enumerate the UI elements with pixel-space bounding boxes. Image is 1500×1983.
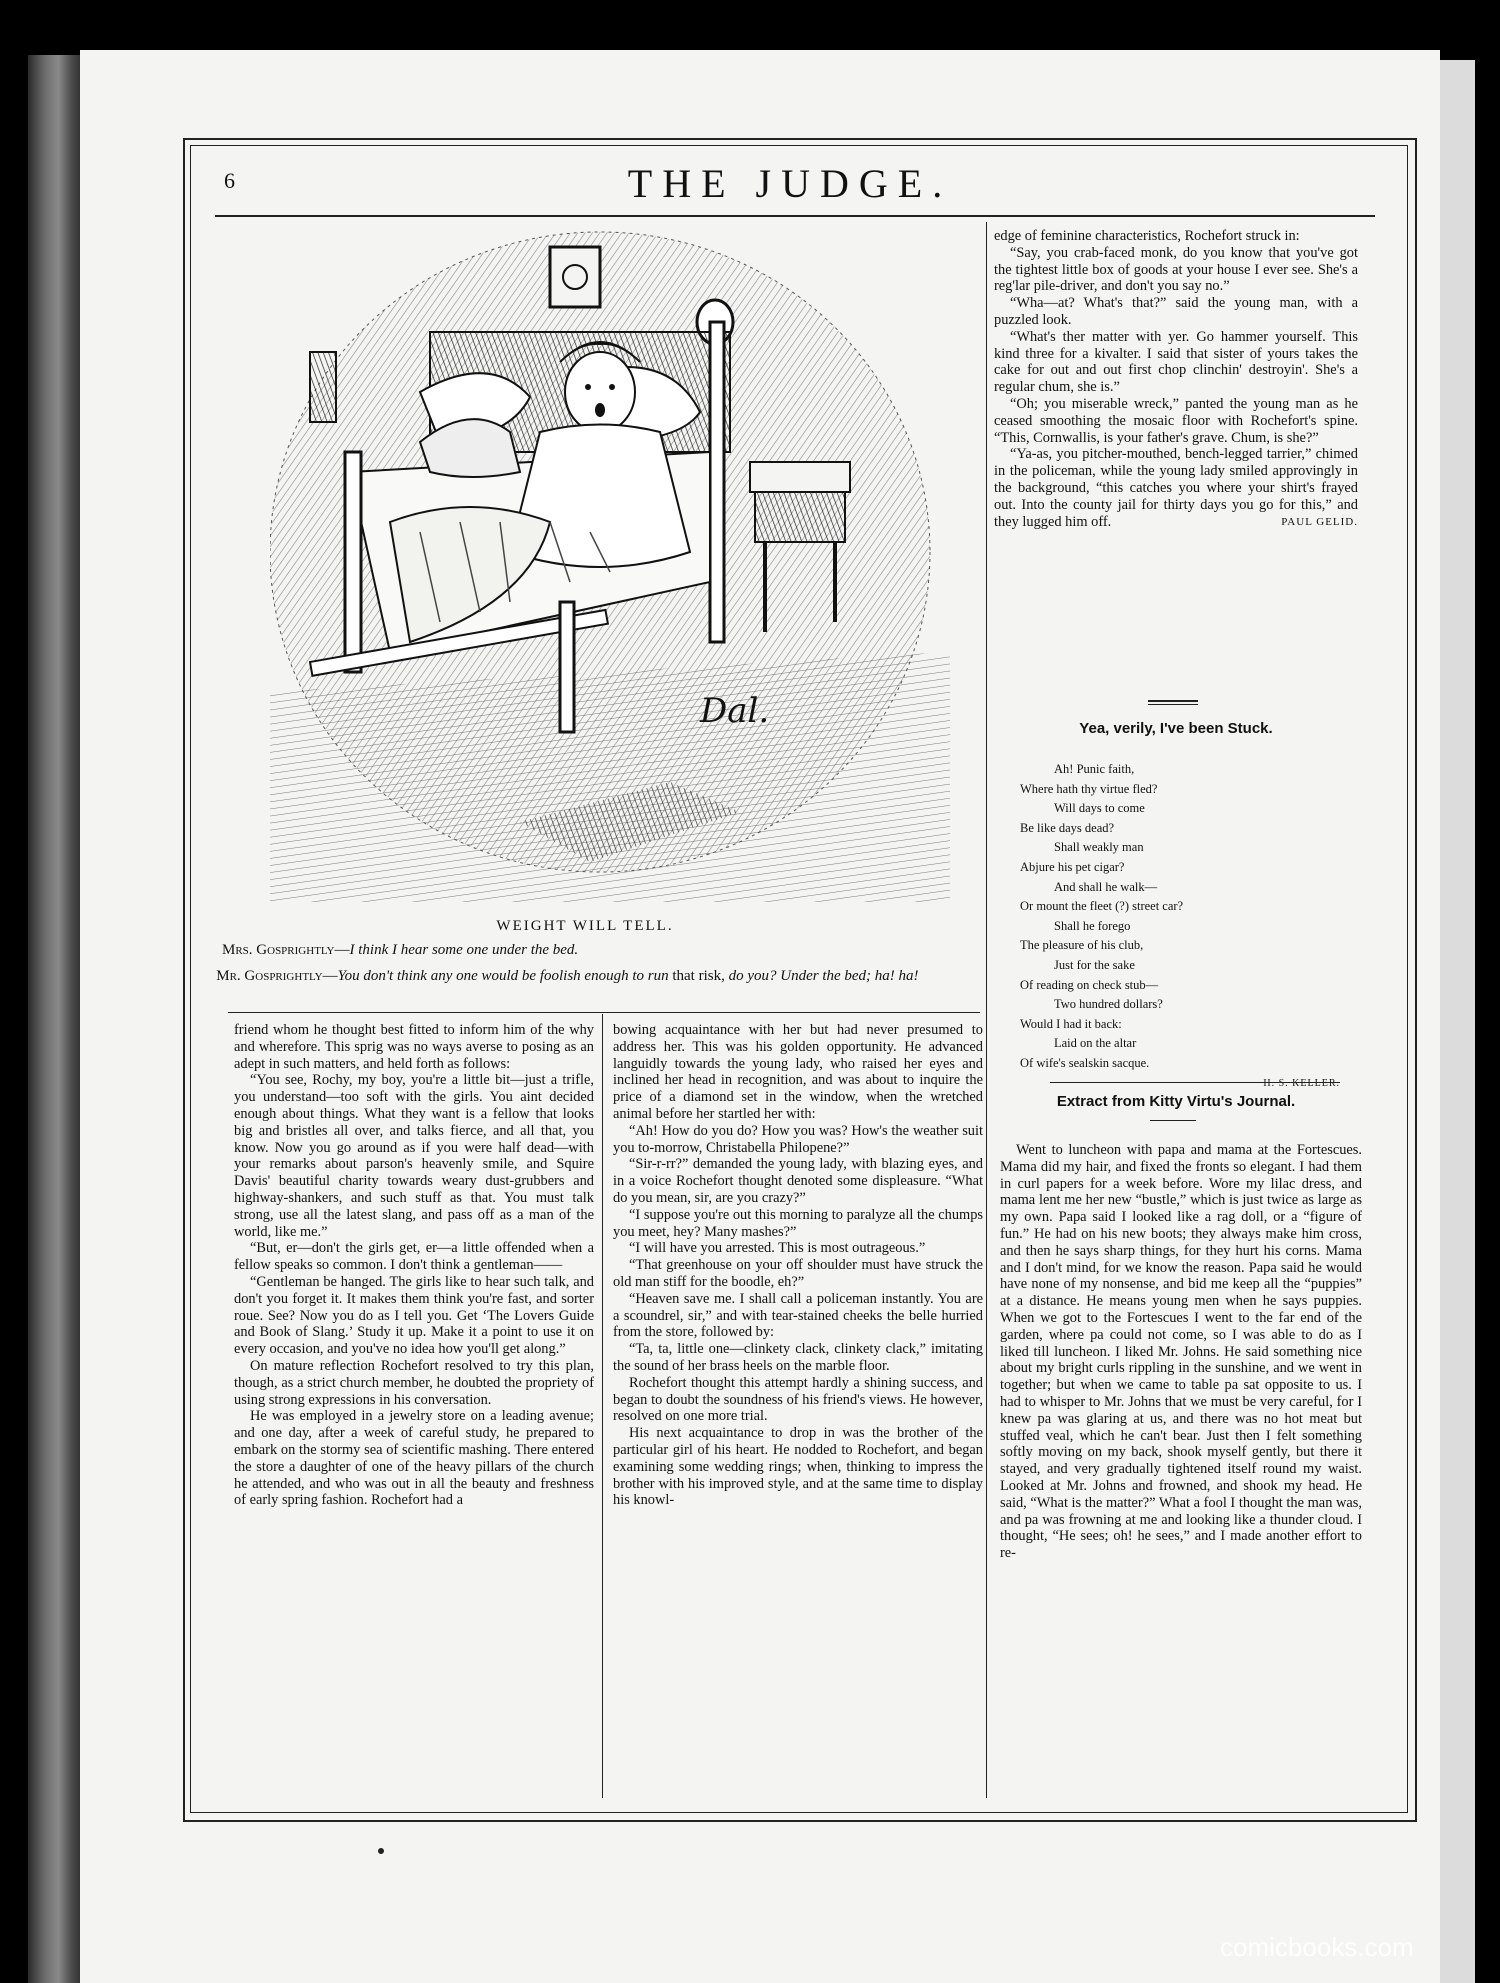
paragraph: He was employed in a jewelry store on a leading avenue; and one day, after a week of careful study, he prepared to embark on the stormy sea of scientific mashing. There entered the store a daughter of one of the heavy pillars of the church he attended, and who was out in all the beauty and freshness of early spring fashion. Rochefort had a [234,1408,594,1509]
poem-line: And shall he walk— [1054,879,1158,894]
poem-line: The pleasure of his club, [1020,938,1144,953]
paragraph: His next acquaintance to drop in was the brother of the particular girl of his heart. He nodded to Rochefort, and began examining some wedding rings; when, thinking to impress the brother with his improved style, and at the same time to display his knowl- [613,1425,983,1509]
caption-text-1: I think I hear some one under the bed. [349,942,579,958]
book-spine [28,55,83,1983]
bed-illustration [270,222,950,902]
paragraph: “Ya-as, you pitcher-mouthed, bench-legged tarrier,” chimed in the policeman, while the young lady smiled approvingly in the background, “this catches you where your shirt's frayed out. Into the county jail for thirty days you go for this,” and they lugged him off. [994,446,1358,530]
column-3 [994,228,1358,531]
column-rule [602,1014,603,1798]
section-rule [1148,700,1198,702]
column-1 [234,1022,594,1509]
caption-text-2a: You don't think any one would be foolish enough to run [337,968,669,984]
paragraph: “Sir-r-rr?” demanded the young lady, with blazing eyes, and in a voice Rochefort thought denoted some displeasure. “What do you mean, sir, are you crazy?” [613,1156,983,1206]
paragraph: edge of feminine characteristics, Rochefort struck in: [994,228,1300,244]
journal-title: Extract from Kitty Virtu's Journal. [1056,1093,1296,1110]
poem-line: Abjure his pet cigar? [1020,859,1125,874]
journal-body [1000,1142,1362,1562]
caption-text-2b: that risk, [668,968,729,984]
section-rule [1148,704,1198,705]
section-rule [1150,1120,1196,1121]
poem-line: Or mount the fleet (?) street car? [1020,899,1184,914]
paragraph: “Wha—at? What's that?” said the young man, with a puzzled look. [994,295,1358,328]
page-speck [378,1848,384,1854]
caption-line-1 [222,942,982,959]
wall-picture-icon [550,247,600,307]
paragraph: bowing acquaintance with her but had never presumed to address her. This was his golden opportunity. He advanced languidly towards the young lady, who raised her eyes and inclined her head in recognition, and was about to inquire the price of a diamond set in the window, when the wretched animal before her startled her with: [613,1022,983,1122]
caption-rule [228,1012,980,1013]
poem-line: Shall weakly man [1054,840,1144,855]
watermark: comicbooks.com [1220,1932,1414,1962]
paragraph: “Say, you crab-faced monk, do you know that you've got the tightest little box of goods at your house I ever see. She's a reg'lar pile-driver, and don't you say no.” [994,244,1358,295]
poem-line: Of reading on check stub— [1020,977,1159,992]
paragraph: “But, er—don't the girls get, er—a little offended when a fellow speaks so common. I don't think a gentleman—— [234,1240,594,1274]
caption-speaker-1: Mrs. Gosprightly— [222,942,350,958]
paragraph: “That greenhouse on your off shoulder must have struck the old man stiff for the boodle, eh?” [613,1257,983,1290]
poem-line: Two hundred dollars? [1054,997,1163,1012]
caption-speaker-2: Mr. Gosprightly— [216,968,338,984]
author-signature: PAUL GELID. [1281,516,1358,529]
poem-author: H. S. KELLER. [1263,1077,1340,1089]
paragraph: “Gentleman be hanged. The girls like to hear such talk, and don't you forget it. It makes them think you're fast, and sorter roue. See? Now you do as I tell you. Get ‘The Lovers Guide and Book of Slang.’ Study it up. Make it a point to use it on every occasion, and you've no idea how you'll get along.” [234,1273,594,1358]
page-number: 6 [224,168,235,193]
poem [1020,760,1360,1093]
poem-line: Laid on the altar [1054,1036,1137,1051]
paragraph: “I suppose you're out this morning to paralyze all the chumps you meet, hey? Many mashes?” [613,1206,983,1240]
paragraph: Rochefort thought this attempt hardly a shining success, and began to doubt the soundness of his friend's views. He however, resolved on one more trial. [613,1374,983,1425]
paragraph: “Heaven save me. I shall call a policeman instantly. You are a scoundrel, sir,” and with tear-stained cheeks the belle hurried from the store, followed by: [613,1290,983,1341]
paragraph: “Ah! How do you do? How you was? How's the weather suit you to-morrow, Christabella Philopene?” [613,1122,983,1156]
paragraph: On mature reflection Rochefort resolved to try this plan, though, as a strict church member, he doubted the propriety of using strong expressions in his conversation. [234,1357,594,1408]
paragraph: “Oh; you miserable wreck,” panted the young man as he ceased smoothing the mosaic floor with Rochefort's spine. “This, Cornwallis, is your father's grave. Chum, is she?” [994,395,1358,446]
section-rule [1050,1082,1340,1083]
paragraph: friend whom he thought best fitted to inform him of the why and wherefore. This sprig was no ways averse to posing as an adept in such matters, and held forth as follows: [234,1022,594,1072]
caption-title: WEIGHT WILL TELL. [496,918,674,934]
poem-line: Will days to come [1054,801,1145,816]
poem-line: Where hath thy virtue fled? [1020,781,1158,796]
paragraph: “Ta, ta, little one—clinkety clack, clinkety clack,” imitating the sound of her brass heels on the marble floor. [613,1341,983,1374]
poem-title: Yea, verily, I've been Stuck. [1079,720,1273,737]
poem-line: Shall he forego [1054,918,1131,933]
poem-line: Of wife's sealskin sacque. [1020,1055,1150,1070]
caption-text-2c: do you? Under the bed; ha! ha! [728,968,919,984]
paragraph: “You see, Rochy, my boy, you're a little bit—just a trifle, you understand—too soft with the girls. You aint decided enough about things. What they want is a fellow that looks big and bristles all over, and talks fierce, and all that, you know. Now you go around as if you were half dead—with your remarks about parson's heavenly smile, and Squire Davis' beautiful charity towards weary dust-grubbers and highway-shankers, and such stuff as that. You must talk strong, use all the latest slang, and pass off as a man of the world, like me.” [234,1072,594,1240]
masthead-rule [215,215,1375,217]
paragraph: “What's ther matter with yer. Go hammer yourself. This kind three for a kivalter. I said that sister of yours takes the cake for out and out first chop clinchin' destroyin'. She's a regular chum, she is.” [994,328,1358,396]
poem-line: Just for the sake [1054,957,1135,972]
paragraph: Went to luncheon with papa and mama at the Fortescues. Mama did my hair, and fixed the fronts so elegant. I had them in curl papers for a week before. Wore my lilac dress, and mama lent me her new “bustle,” which is just twice as large as my own. Papa said I looked like a rag doll, or a “figure of fun.” He had on his new boots; they always make him cross, and then he says sharp things, for they hurt his corns. Mama and I don't mind, for we know the reason. Papa said he would have none of my nonsense, and bid me keep all the “puppies” at a distance. He means young men when he says puppies. When we got to the Fortescues I went to the far end of the garden, where pa could not come, so I was able to do as I liked till luncheon. I liked Mr. Johns. He said something nice about my bright curls rippling in the sunshine, and we went in together; but when we came to table pa sat opposite to us. I had to whisper to Mr. Johns that we must be very careful, for I knew pa was glaring at us, and there was no hot meat but stuffed veal, which he can't bear. Just then I felt something softly moving on my back, shook myself gently, but there it stayed, and very gradually tightened itself round my waist. Looked at Mr. Johns and frowned, and shook my head. He said, “What is the matter?” What a fool I thought the man was, and pa was frowning at me and looking like a thunder cloud. I thought, “He sees; oh! he sees,” and I made another effort to re- [1000,1142,1362,1562]
facing-page-edge [1440,60,1475,1983]
column-2 [613,1022,983,1509]
paragraph: “I will have you arrested. This is most outrageous.” [629,1240,926,1257]
poem-line: Would I had it back: [1020,1016,1122,1031]
masthead: THE JUDGE. [627,161,953,206]
poem-line: Ah! Punic faith, [1054,762,1135,776]
poem-line: Be like days dead? [1020,820,1115,835]
artist-signature: Dal. [700,691,770,731]
column-rule [986,222,987,1798]
caption-line-2 [205,966,985,986]
